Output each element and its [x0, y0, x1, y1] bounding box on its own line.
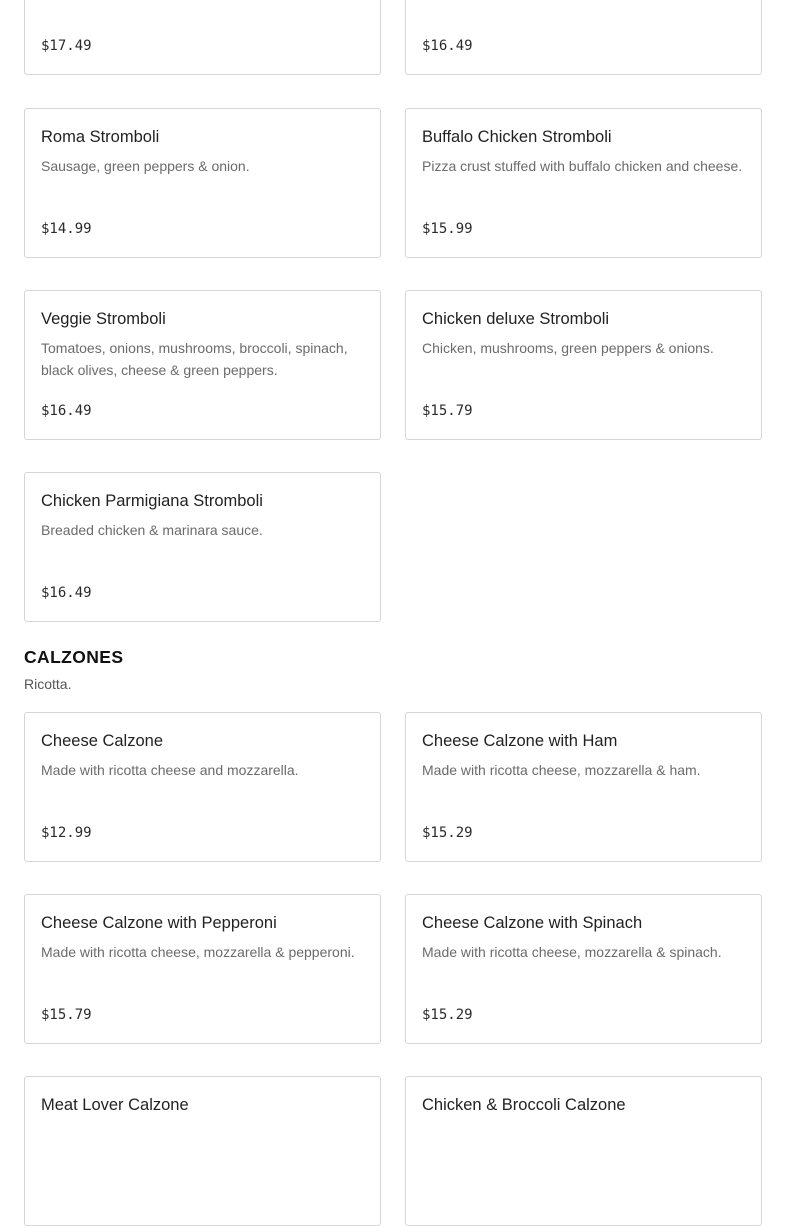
- item-price: $16.49: [422, 38, 473, 54]
- menu-item-card[interactable]: [24, 108, 381, 258]
- item-price: $15.79: [422, 403, 473, 419]
- item-description: Pizza crust stuffed with buffalo chicken and cheese.: [422, 158, 743, 174]
- item-price: $14.99: [41, 221, 92, 237]
- item-name: Cheese Calzone: [41, 732, 163, 750]
- item-description: Breaded chicken & marinara sauce.: [41, 522, 263, 538]
- item-description: Made with ricotta cheese, mozzarella & pepperoni.: [41, 944, 355, 960]
- item-price: $15.29: [422, 825, 473, 841]
- menu-item-card[interactable]: [24, 472, 381, 622]
- menu-item-card[interactable]: [405, 290, 762, 440]
- item-description: Made with ricotta cheese and mozzarella.: [41, 762, 299, 778]
- section-subtitle: Ricotta.: [24, 676, 72, 692]
- item-name: Chicken Parmigiana Stromboli: [41, 492, 263, 510]
- item-price: $17.49: [41, 38, 92, 54]
- item-price: $15.79: [41, 1007, 92, 1023]
- item-price: $16.49: [41, 585, 92, 601]
- item-name: Cheese Calzone with Spinach: [422, 914, 643, 932]
- menu-item-card[interactable]: [24, 712, 381, 862]
- menu-item-card[interactable]: [24, 290, 381, 440]
- item-price: $12.99: [41, 825, 92, 841]
- item-name: Veggie Stromboli: [41, 310, 166, 328]
- item-price: $15.99: [422, 221, 473, 237]
- item-name: Chicken & Broccoli Calzone: [422, 1096, 626, 1114]
- item-name: Roma Stromboli: [41, 128, 160, 146]
- menu-item-card[interactable]: [24, 894, 381, 1044]
- item-name: Buffalo Chicken Stromboli: [422, 128, 612, 146]
- section-title: CALZONES: [24, 647, 124, 667]
- item-description: Made with ricotta cheese, mozzarella & ham.: [422, 762, 701, 778]
- item-name: Cheese Calzone with Pepperoni: [41, 914, 277, 932]
- item-description: Made with ricotta cheese, mozzarella & spinach.: [422, 944, 722, 960]
- item-name: Meat Lover Calzone: [41, 1096, 189, 1114]
- item-description: Chicken, mushrooms, green peppers & onions.: [422, 340, 714, 356]
- menu-item-card[interactable]: [405, 0, 762, 75]
- item-price: $15.29: [422, 1007, 473, 1023]
- menu-item-card[interactable]: [405, 712, 762, 862]
- menu-item-card[interactable]: [405, 108, 762, 258]
- item-price: $16.49: [41, 403, 92, 419]
- menu-item-card[interactable]: [24, 0, 381, 75]
- item-description: Tomatoes, onions, mushrooms, broccoli, spinach, black olives, cheese & green peppers.: [41, 340, 348, 378]
- item-description: Sausage, green peppers & onion.: [41, 158, 250, 174]
- item-name: Chicken deluxe Stromboli: [422, 310, 610, 328]
- item-name: Cheese Calzone with Ham: [422, 732, 618, 750]
- menu-item-card[interactable]: [24, 1076, 381, 1226]
- menu-item-card[interactable]: [405, 1076, 762, 1226]
- menu-item-card[interactable]: [405, 894, 762, 1044]
